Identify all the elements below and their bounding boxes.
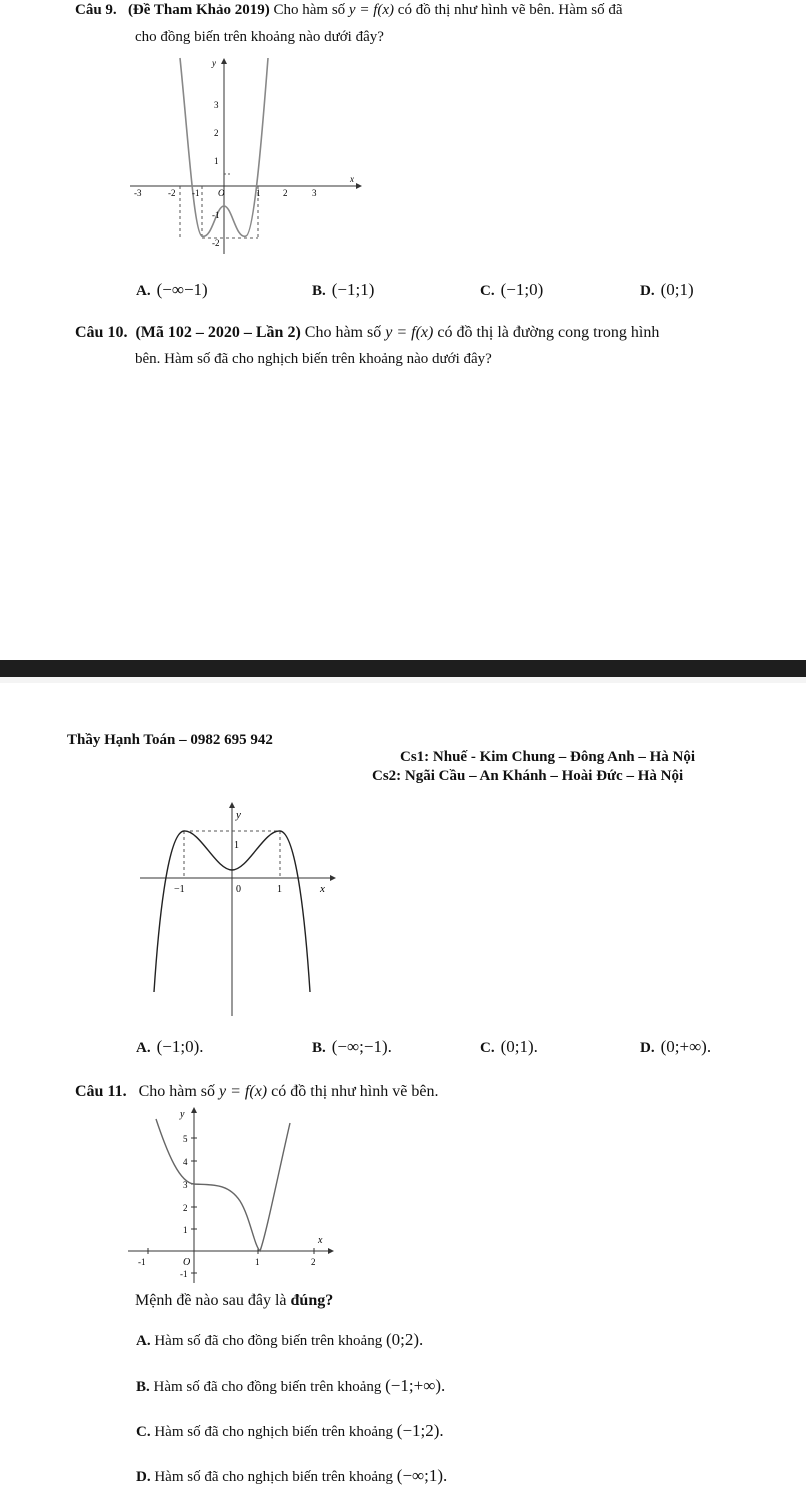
q11-option-c-text: Hàm số đã cho nghịch biến trên khoảng bbox=[154, 1424, 394, 1440]
q11-option-b-text: Hàm số đã cho đồng biến trên khoảng bbox=[153, 1379, 382, 1395]
q11-ylabel: y bbox=[180, 1109, 185, 1120]
q9-func: y = f(x) bbox=[348, 2, 395, 18]
q10-tick: −1 bbox=[174, 884, 185, 895]
q11-tick: 1 bbox=[255, 1257, 260, 1267]
q11-option-a-label: A. bbox=[136, 1333, 151, 1349]
q11-tick: 1 bbox=[183, 1225, 188, 1235]
q10-option-a-label: A. bbox=[136, 1040, 151, 1056]
q11-tick: O bbox=[183, 1257, 191, 1268]
q11-y-arrow bbox=[191, 1107, 197, 1113]
q10-option-d-label: D. bbox=[640, 1040, 655, 1056]
q9-source: (Đề Tham Khảo 2019) bbox=[127, 2, 270, 18]
campus-2: Cs2: Ngãi Cầu – An Khánh – Hoài Đức – Hà Nội bbox=[372, 768, 684, 784]
q11-prompt-text: Mệnh đề nào sau đây là bbox=[135, 1292, 291, 1309]
q9-tick: -2 bbox=[212, 238, 220, 248]
q10-option-d bbox=[640, 1037, 711, 1057]
q11-option-b-value: (−1;+∞). bbox=[385, 1376, 446, 1395]
q9-option-b bbox=[312, 280, 374, 300]
q11-option-a-value: (0;2). bbox=[385, 1330, 424, 1349]
q11-option-d-value: (−∞;1). bbox=[396, 1466, 448, 1485]
q9-option-c-value: (−1;0) bbox=[500, 280, 544, 299]
q10-option-b-label: B. bbox=[312, 1040, 326, 1056]
q11-option-d-text: Hàm số đã cho nghịch biến trên khoảng bbox=[154, 1469, 394, 1485]
q10-option-c-value: (0;1). bbox=[500, 1037, 538, 1056]
q10-graph bbox=[140, 800, 340, 1020]
q10-y-arrow bbox=[229, 802, 235, 808]
q9-option-d-label: D. bbox=[640, 283, 655, 299]
q9-tick: 3 bbox=[312, 188, 317, 198]
q9-xlabel: x bbox=[350, 174, 354, 184]
q10-option-c bbox=[480, 1037, 538, 1057]
campus-1: Cs1: Nhuế - Kim Chung – Đông Anh – Hà Nội bbox=[400, 749, 696, 765]
q11-option-c-label: C. bbox=[136, 1424, 151, 1440]
q9-line2: cho đồng biến trên khoảng nào dưới đây? bbox=[135, 29, 384, 45]
q11-text1: Cho hàm số bbox=[138, 1083, 216, 1100]
q11-tick: 2 bbox=[311, 1257, 316, 1267]
q11-curve bbox=[156, 1119, 290, 1251]
teacher-header: Thầy Hạnh Toán – 0982 695 942 bbox=[67, 732, 273, 748]
q10-xlabel: x bbox=[320, 883, 325, 895]
q9-tick: -1 bbox=[212, 210, 220, 220]
q9-tick: 2 bbox=[283, 188, 288, 198]
q10-option-b-value: (−∞;−1). bbox=[331, 1037, 392, 1056]
q9-option-b-value: (−1;1) bbox=[331, 280, 375, 299]
q11-tick: -1 bbox=[180, 1269, 188, 1279]
q10-tick: 0 bbox=[236, 884, 241, 895]
q9-tick: 2 bbox=[214, 128, 219, 138]
q11-graph bbox=[128, 1105, 338, 1285]
q10-line1 bbox=[75, 324, 659, 342]
q11-tick: 2 bbox=[183, 1203, 188, 1213]
q9-text1: Cho hàm số bbox=[273, 2, 346, 18]
q10-number: Câu 10. bbox=[75, 324, 128, 341]
q9-option-c-label: C. bbox=[480, 283, 495, 299]
q9-option-c bbox=[480, 280, 543, 300]
q11-tick: 3 bbox=[183, 1180, 188, 1190]
q11-line1 bbox=[75, 1083, 438, 1101]
q11-text2: có đồ thị như hình vẽ bên. bbox=[271, 1083, 439, 1100]
q10-option-d-value: (0;+∞). bbox=[660, 1037, 712, 1056]
q10-ylabel: y bbox=[236, 809, 241, 821]
q9-option-a-value: (−∞−1) bbox=[156, 280, 208, 299]
q9-option-d bbox=[640, 280, 694, 300]
q10-tick: 1 bbox=[234, 840, 239, 851]
q10-text1: Cho hàm số bbox=[304, 324, 382, 341]
q11-option-a bbox=[136, 1330, 423, 1350]
q9-graph bbox=[128, 56, 368, 256]
q9-ylabel: y bbox=[212, 58, 216, 68]
q9-tick: 3 bbox=[214, 100, 219, 110]
q9-option-a bbox=[136, 280, 208, 300]
q9-y-arrow bbox=[221, 58, 227, 64]
q11-option-b-label: B. bbox=[136, 1379, 150, 1395]
q11-xlabel: x bbox=[318, 1235, 323, 1246]
q11-tick: -1 bbox=[138, 1257, 146, 1267]
page-break bbox=[0, 660, 806, 677]
q11-tick: 4 bbox=[183, 1157, 188, 1167]
q9-x-arrow bbox=[356, 183, 362, 189]
q9-tick: -3 bbox=[134, 188, 142, 198]
q9-tick: 1 bbox=[214, 156, 219, 166]
q9-number: Câu 9. bbox=[75, 2, 117, 18]
q11-tick: 5 bbox=[183, 1134, 188, 1144]
page-break-shadow bbox=[0, 677, 806, 683]
q11-option-c bbox=[136, 1421, 444, 1441]
q9-option-a-label: A. bbox=[136, 283, 151, 299]
q9-text2: có đồ thị như hình vẽ bên. Hàm số đã bbox=[397, 2, 623, 18]
q9-tick: 1 bbox=[256, 188, 261, 198]
q9-line1 bbox=[75, 2, 623, 19]
q10-option-b bbox=[312, 1037, 392, 1057]
q11-number: Câu 11. bbox=[75, 1083, 127, 1100]
q11-prompt bbox=[135, 1292, 333, 1310]
q9-tick: -1 bbox=[192, 188, 200, 198]
q10-option-c-label: C. bbox=[480, 1040, 495, 1056]
q9-option-d-value: (0;1) bbox=[660, 280, 694, 299]
q11-option-a-text: Hàm số đã cho đồng biến trên khoảng bbox=[154, 1333, 383, 1349]
q9-option-b-label: B. bbox=[312, 283, 326, 299]
q11-option-d bbox=[136, 1466, 447, 1486]
q10-func: y = f(x) bbox=[385, 324, 434, 341]
q10-line2: bên. Hàm số đã cho nghịch biến trên khoảng nào dưới đây? bbox=[135, 351, 492, 367]
q10-option-a bbox=[136, 1037, 203, 1057]
q10-text2: có đồ thị là đường cong trong hình bbox=[437, 324, 660, 341]
q10-source: (Mã 102 – 2020 – Lần 2) bbox=[135, 324, 301, 341]
q11-func: y = f(x) bbox=[219, 1083, 268, 1100]
q11-prompt-bold: đúng? bbox=[290, 1292, 334, 1309]
q10-x-arrow bbox=[330, 875, 336, 881]
q11-x-arrow bbox=[328, 1248, 334, 1254]
q9-tick: O bbox=[218, 188, 225, 198]
q9-tick: -2 bbox=[168, 188, 176, 198]
q11-option-d-label: D. bbox=[136, 1469, 151, 1485]
q11-option-b bbox=[136, 1376, 445, 1396]
q10-option-a-value: (−1;0). bbox=[156, 1037, 204, 1056]
q11-option-c-value: (−1;2). bbox=[396, 1421, 444, 1440]
q10-tick: 1 bbox=[277, 884, 282, 895]
